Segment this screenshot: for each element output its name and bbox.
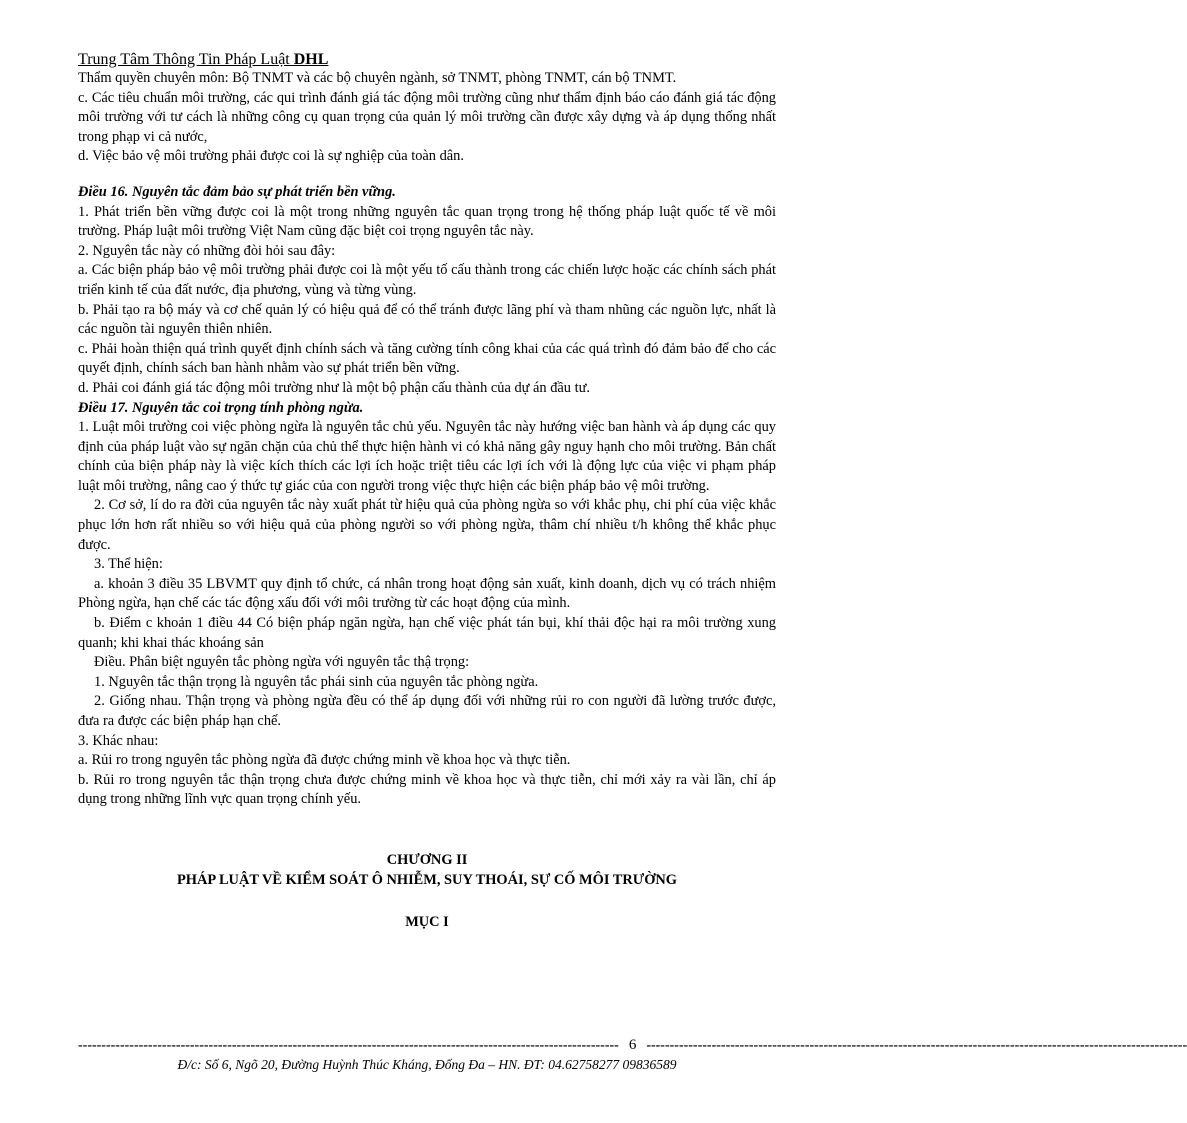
paragraph: Điều. Phân biệt nguyên tắc phòng ngừa với nguyên tắc thậ trọng: (94, 654, 470, 671)
chapter-number: CHƯƠNG II (386, 851, 468, 868)
paragraph: b. Điểm c khoản 1 điều 44 Có biện pháp ngăn ngừa, hạn chế việc phát tán bụi, khí thải độc hại ra môi trường xung quanh; khi khai thác khoáng sản (78, 615, 776, 651)
page-number: 6 (628, 1037, 637, 1053)
paragraph: 1. Nguyên tắc thận trọng là nguyên tắc phái sinh của nguyên tắc phòng ngừa. (94, 673, 539, 690)
paragraph: b. Rủi ro trong nguyên tắc thận trọng chưa được chứng minh về khoa học và thực tiễn, chỉ mới xảy ra vài lần, chỉ áp dụng trong những lĩnh vực quan trọng chính yếu. (78, 771, 776, 808)
footer-dashes-left: -------------------------------------------------------------------------------------------------------------------- (78, 1037, 619, 1053)
paragraph: d. Việc bảo vệ môi trường phải được coi là sự nghiệp của toàn dân. (78, 148, 464, 165)
footer-address: Đ/c: Số 6, Ngõ 20, Đường Huỳnh Thúc Kháng, Đống Đa – HN. ĐT: 04.62758277 09836589 (177, 1057, 677, 1072)
paragraph: 2. Nguyên tắc này có những đòi hỏi sau đây: (78, 242, 336, 259)
paragraph: b. Phải tạo ra bộ máy và cơ chế quản lý có hiệu quả để có thể tránh được lãng phí và tham nhũng các nguồn lực, nhất là các nguồn tài nguyên thiên nhiên. (78, 301, 776, 338)
header-prefix: Trung Tâm Thông Tin Pháp Luật (78, 51, 294, 68)
paragraph: 2. Giống nhau. Thận trọng và phòng ngừa đều có thể áp dụng đối với những rủi ro con người đã lường trước được, đưa ra được các biện pháp hạn chế. (78, 693, 776, 729)
paragraph: 2. Cơ sở, lí do ra đời của nguyên tắc này xuất phát từ hiệu quả của phòng ngừa so với khắc phụ, chi phí của việc khắc phục lớn hơn rất nhiều so với hiệu quả của phòng người so với phòng ngừa, thâm chí nhiều t/h không thể khắc phục được. (78, 497, 776, 553)
paragraph: a. Các biện pháp bảo vệ môi trường phải được coi là một yếu tố cấu thành trong các chiến lược hoặc các chính sách phát triển kinh tế của đất nước, địa phương, vùng và từng vùng. (78, 262, 776, 298)
header-brand: DHL (293, 51, 329, 68)
article-16-heading: Điều 16. Nguyên tắc đảm bảo sự phát triển bền vững. (78, 183, 396, 200)
paragraph: 1. Phát triển bền vững được coi là một trong những nguyên tắc quan trọng trong hệ thống pháp luật quốc tế về môi trường. Pháp luật môi trường Việt Nam cũng đặc biệt coi trọng nguyên tắc này. (78, 203, 776, 240)
paragraph: 3. Thể hiện: (94, 556, 163, 573)
document-page (78, 50, 776, 932)
section-title: MỤC I (405, 913, 449, 930)
article-17-heading: Điều 17. Nguyên tắc coi trọng tính phòng ngừa. (78, 399, 364, 416)
paragraph: 3. Khác nhau: (78, 732, 159, 749)
paragraph: c. Các tiêu chuẩn môi trường, các qui trình đánh giá tác động môi trường cũng như thẩm định báo cáo đánh giá tác động môi trường với tư cách là những công cụ quan trọng của quản lý môi trường cần được xây dựng và áp dụng thống nhất trong phạp vi cả nước, (78, 89, 776, 145)
chapter-title: PHÁP LUẬT VỀ KIỂM SOÁT Ô NHIỄM, SUY THOÁI, SỰ CỐ MÔI TRƯỜNG (176, 871, 677, 888)
paragraph: Thẩm quyền chuyên môn: Bộ TNMT và các bộ chuyên ngành, sở TNMT, phòng TNMT, cán bộ TNMT. (78, 70, 677, 86)
paragraph: a. khoản 3 điều 35 LBVMT quy định tổ chức, cá nhân trong hoạt động sản xuất, kinh doanh, dịch vụ có trách nhiệm Phòng ngừa, hạn chế các tác động xấu đối với môi trường từ các hoạt động của mình. (78, 575, 776, 612)
page-header (78, 50, 776, 69)
paragraph: a. Rủi ro trong nguyên tắc phòng ngừa đã được chứng minh về khoa học và thực tiễn. (78, 752, 571, 769)
footer-dashes-right: -------------------------------------------------------------------------------------------------------------------- (646, 1037, 1187, 1053)
paragraph: c. Phải hoàn thiện quá trình quyết định chính sách và tăng cường tính công khai của các quá trình đó đảm bảo để cho các quyết định, chính sách ban hành nhằm vào sự phát triển bền vững. (78, 340, 776, 377)
paragraph: 1. Luật môi trường coi việc phòng ngừa là nguyên tắc chủ yếu. Nguyên tắc này hướng việc ban hành và áp dụng các quy định của pháp luật vào sự ngăn chặn của chủ thể thực hiện hành vi có khả năng gây nguy hạnh cho môi trường. Bản chất chính của biện pháp này là việc kích thích các lợi ích hoặc triệt tiêu các lợi ích với là động lực của việc vi phạm pháp luật môi trường, nâng cao ý thức tự giác của con người trong việc thực hiện các biện pháp bảo vệ môi trường. (78, 419, 776, 494)
paragraph: d. Phải coi đánh giá tác động môi trường như là một bộ phận cấu thành của dự án đầu tư. (78, 379, 590, 396)
footer-rule (78, 1037, 1187, 1054)
